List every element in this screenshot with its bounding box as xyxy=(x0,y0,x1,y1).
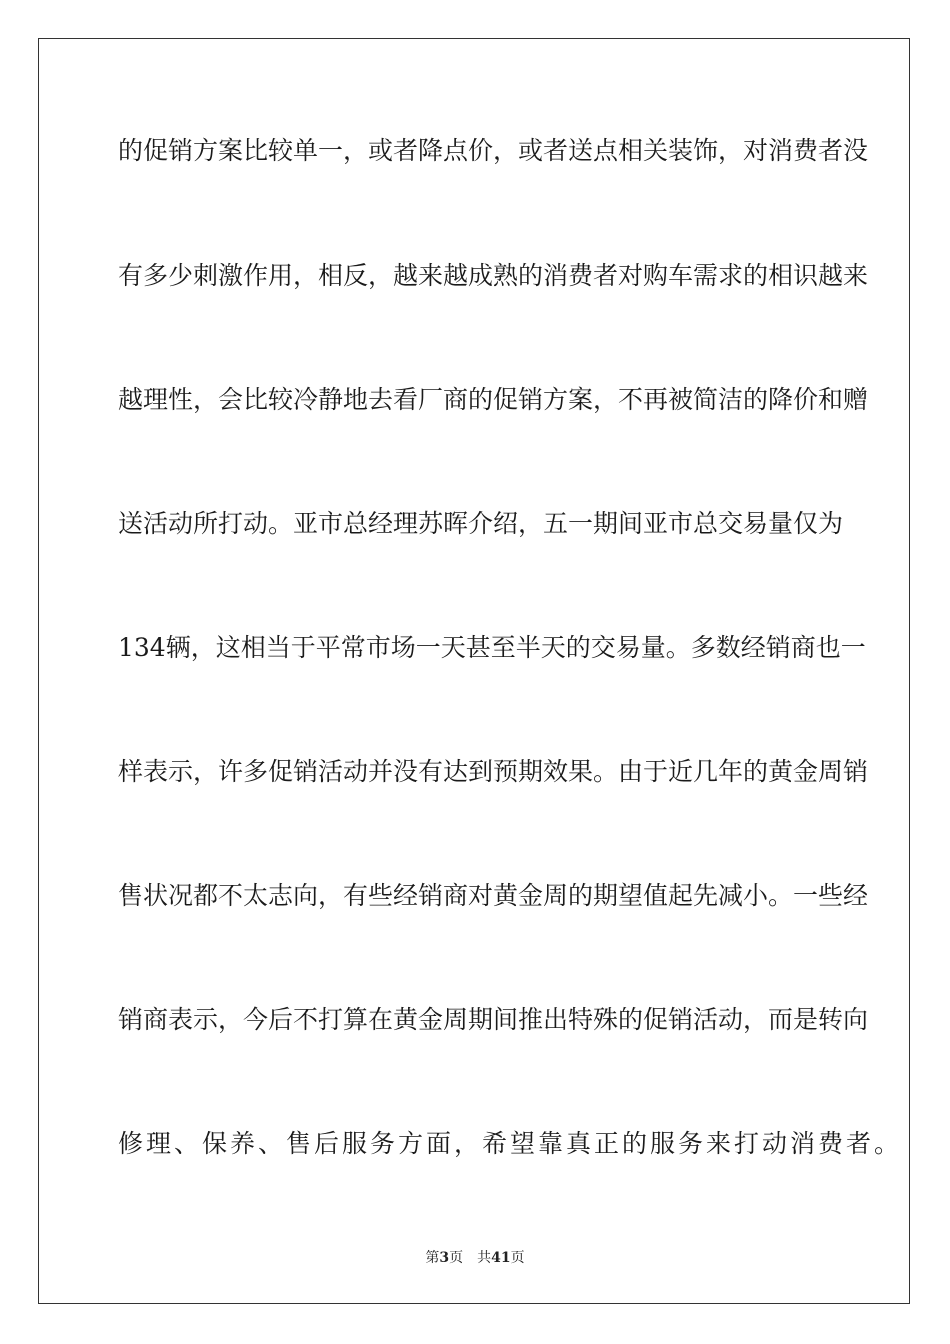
body-text-line-9: 修理、保养、售后服务方面，希望靠真正的服务来打动消费者。 xyxy=(118,1129,903,1158)
total-prefix: 共 xyxy=(477,1250,492,1266)
body-text-line-3: 越理性，会比较冷静地去看厂商的促销方案，不再被简洁的降价和赠 xyxy=(118,385,869,414)
body-text-line-8: 销商表示，今后不打算在黄金周期间推出特殊的促销活动，而是转向 xyxy=(118,1005,869,1034)
total-suffix: 页 xyxy=(510,1250,525,1266)
body-text-line-5: 134辆，这相当于平常市场一天甚至半天的交易量。多数经销商也一 xyxy=(118,633,866,662)
body-text-line-4: 送活动所打动。亚市总经理苏晖介绍，五一期间亚市总交易量仅为 xyxy=(118,509,844,538)
body-text-line-1: 的促销方案比较单一，或者降点价，或者送点相关装饰，对消费者没 xyxy=(118,136,869,165)
page-number: 3 xyxy=(439,1250,450,1266)
body-text-line-6: 样表示，许多促销活动并没有达到预期效果。由于近几年的黄金周销 xyxy=(118,757,869,786)
body-text-line-2: 有多少刺激作用，相反，越来越成熟的消费者对购车需求的相识越来 xyxy=(118,261,869,290)
page-border xyxy=(38,38,910,1304)
body-text-line-7: 售状况都不太志向，有些经销商对黄金周的期望值起先减小。一些经 xyxy=(118,881,869,910)
page-prefix: 第 xyxy=(425,1250,440,1266)
page-suffix: 页 xyxy=(449,1250,464,1266)
total-pages: 41 xyxy=(491,1250,511,1266)
page-footer xyxy=(0,1249,950,1267)
